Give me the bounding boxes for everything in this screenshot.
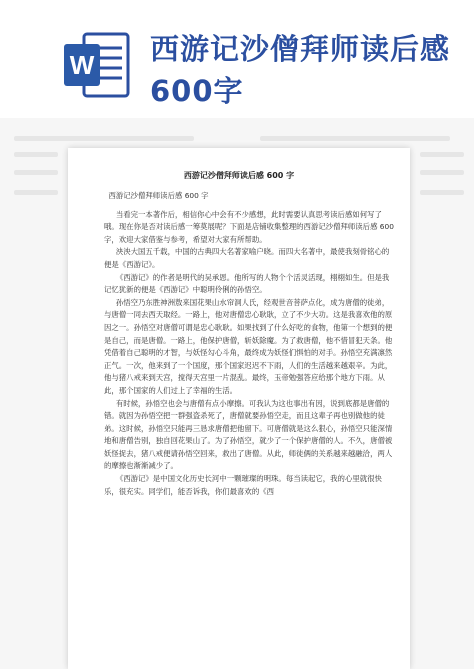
paragraph: 有时候，孙悟空也会与唐僧有点小摩擦。可我认为这也事出有因，说到底都是唐僧的错。就因为孙悟空把一群强盗杀死了，唐僧就要孙悟空走，而且这辈子再也别做他的徒弟。这时候，孙悟空只能再三恳求唐僧把他留下。可唐僧就是这么狠心，孙悟空只能深情地和唐僧告别，独自回花果山了。为了孙悟空，就少了一个保护唐僧的人。不久，唐僧被妖怪捉去，猪八戒便请孙悟空回来，救出了唐僧。从此，师徒俩的关系越来越融洽，两人的摩擦也渐渐减少了。	[104, 398, 393, 471]
svg-text:W: W	[69, 50, 95, 80]
paragraph: 当看完一本著作后，相信你心中会有不少感想，此时需要认真思考读后感如何写了哦。现在你是否对读后感一筹莫展呢？下面是店铺收集整理的西游记沙僧拜师读后感 600 字，欢迎大家借鉴与参考，希望对大家有所帮助。	[104, 209, 394, 244]
paragraph: 泱泱大国五千载，中国的古典四大名著家喻户晓。而四大名著中，最使我刻骨铭心的便是《西游记》。	[104, 247, 390, 269]
paragraph: 《西游记》是中国文化历史长河中一颗璀璨的明珠。每当读起它，我的心里就很快乐，很充实。同学们，能否诉我，你们最喜欢的《西	[104, 474, 382, 496]
document-subtitle: 西游记沙僧拜师读后感 600 字	[108, 191, 209, 200]
paragraph: 孙悟空乃东胜神洲敖来国花果山水帘洞人氏，经观世音菩萨点化，成为唐僧的徒弟，与唐僧一同去西天取经。一路上，他对唐僧忠心耿耿，立了不少大功。这是我喜欢他的原因之一。孙悟空对唐僧可谓是忠心耿耿。如果找到了什么好吃的食物，他第一个想到的便是自己，而是唐僧。一路上，他保护唐僧，斩妖除魔。为了救唐僧，他不惜冒犯天条。他凭借着自己聪明的才智，与妖怪勾心斗角，最终成为妖怪们惧怕的对手。孙悟空充满凛然正气。一次，他来到了一个国度，那个国家迟迟不下雨，人们的生活越来越艰辛。为此，他与猪八戒来到天宫，搅得天宫里一片混乱。最终，玉帝勉强答应给那个地方下雨。从此，那个国家的人们过上了幸福的生活。	[104, 297, 393, 395]
header-banner	[0, 0, 474, 118]
paragraph: 《西游记》的作者是明代的吴承恩。他所写的人物个个活灵活现，栩栩如生。但是我记忆犹新的便是《西游记》中聪明伶俐的孙悟空。	[104, 272, 390, 295]
word-doc-icon	[62, 30, 132, 100]
page-title: 西游记沙僧拜师读后感600字	[150, 32, 451, 108]
document-body	[104, 190, 396, 498]
bottom-fade	[68, 629, 410, 669]
document-page	[68, 148, 410, 669]
document-title: 西游记沙僧拜师读后感 600 字	[183, 171, 295, 180]
